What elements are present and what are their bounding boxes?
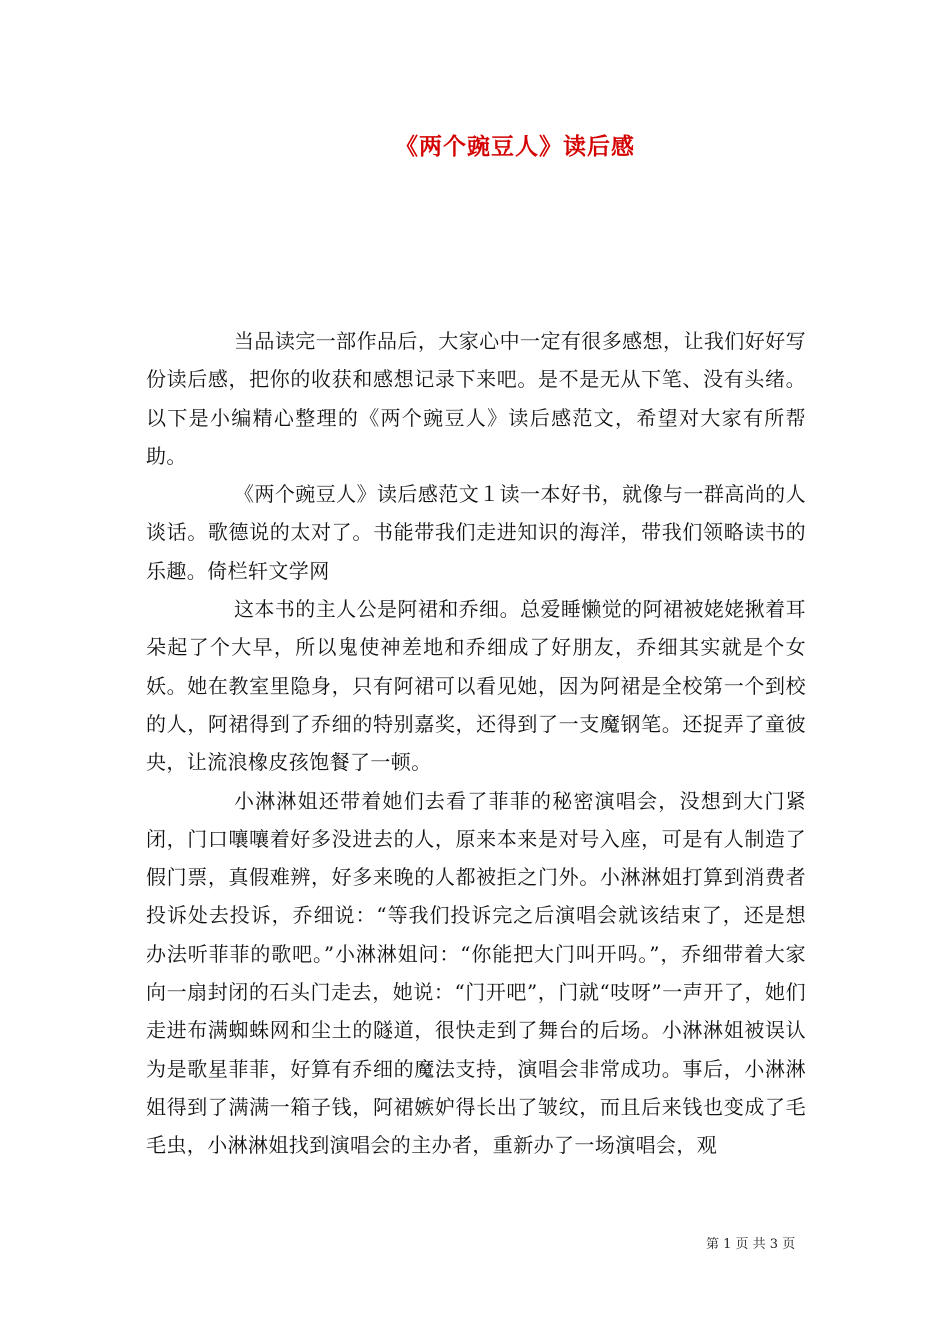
paragraph-sample-1: 《两个豌豆人》读后感范文１读一本好书，就像与一群高尚的人谈话。歌德说的太对了。书能带我们走进知识的海洋，带我们领略读书的乐趣。倚栏轩文学网 — [146, 482, 806, 583]
paragraph-characters: 这本书的主人公是阿裙和乔细。总爱睡懒觉的阿裙被姥姥揪着耳朵起了个大早，所以鬼使神差地和乔细成了好朋友，乔细其实就是个女妖。她在教室里隐身，只有阿裙可以看见她，因为阿裙是全校第一个到校的人，阿裙得到了乔细的特别嘉奖，还得到了一支魔钢笔。还捉弄了童彼央，让流浪橡皮孩饱餐了一顿。 — [146, 597, 806, 775]
document-body — [146, 322, 806, 1165]
page-number-footer: 第 1 页 共 3 页 — [706, 1237, 796, 1252]
paragraph-concert: 小淋淋姐还带着她们去看了菲菲的秘密演唱会，没想到大门紧闭，门口嚷嚷着好多没进去的人，原来本来是对号入座，可是有人制造了假门票，真假难辨，好多来晚的人都被拒之门外。小淋淋姐打算到消费者投诉处去投诉，乔细说：“等我们投诉完之后演唱会就该结束了，还是想办法听菲菲的歌吧。”小淋淋姐问：“你能把大门叫开吗。”，乔细带着大家向一扇封闭的石头门走去，她说：“门开吧”，门就“吱呀”一声开了，她们走进布满蜘蛛网和尘土的隧道，很快走到了舞台的后场。小淋淋姐被误认为是歌星菲菲，好算有乔细的魔法支持，演唱会非常成功。事后，小淋淋姐得到了满满一箱子钱，阿裙嫉妒得长出了皱纹，而且后来钱也变成了毛毛虫，小淋淋姐找到演唱会的主办者，重新办了一场演唱会，观 — [146, 788, 806, 1158]
document-title: 《两个豌豆人》读后感 — [395, 133, 635, 160]
paragraph-intro: 当品读完一部作品后，大家心中一定有很多感想，让我们好好写份读后感，把你的收获和感想记录下来吧。是不是无从下笔、没有头绪。以下是小编精心整理的《两个豌豆人》读后感范文，希望对大家有所帮助。 — [146, 329, 806, 468]
